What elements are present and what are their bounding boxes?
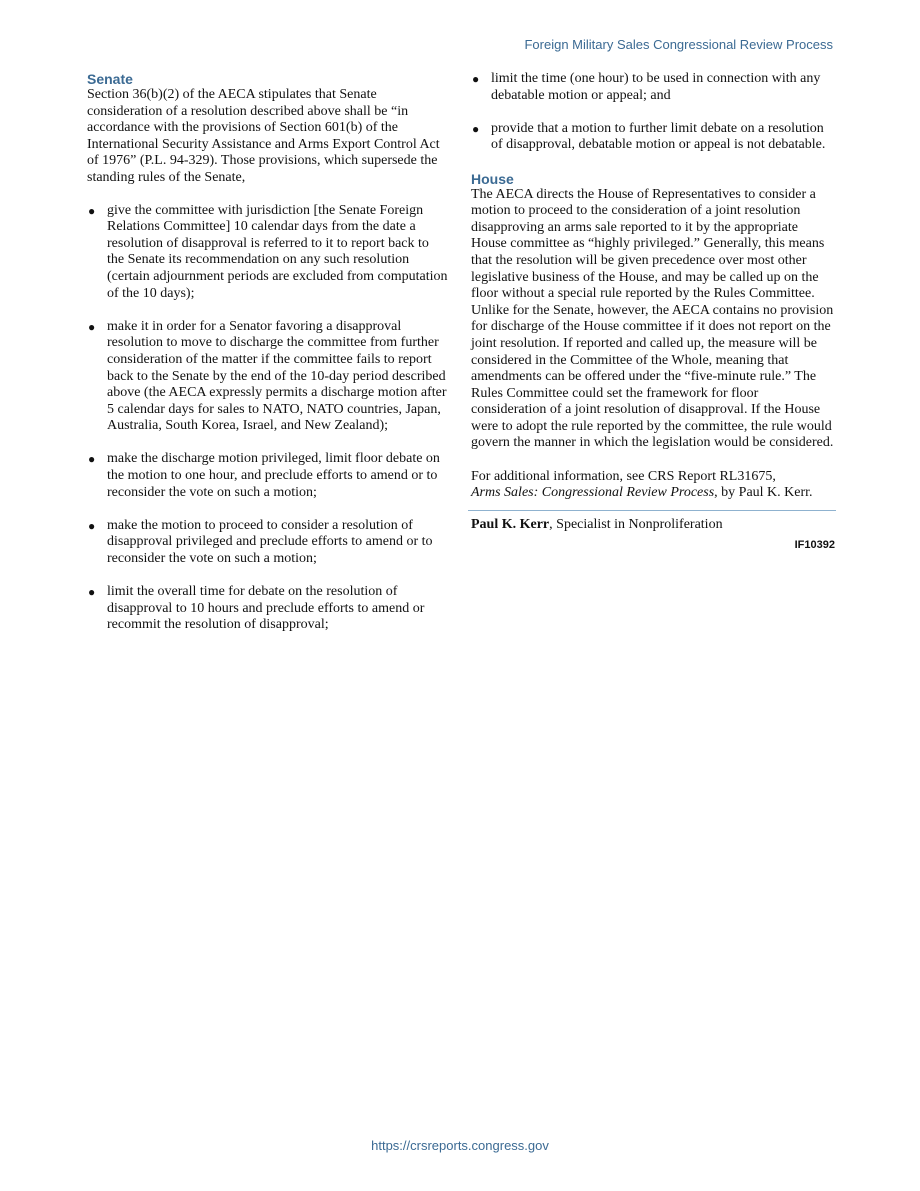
senate-provisions-list xyxy=(87,203,449,634)
house-body: The AECA directs the House of Representatives to consider a motion to proceed to the consideration of a joint resolution disapproving an arms sale reported to it by the appropriate House committee as “highly privileged.” Generally, this means that the resolution will be given precedence over most other legislative business of the House, and may be called up on the floor without a special rule reported by the Rules Committee. Unlike for the Senate, however, the AECA contains no provision for discharge of the House committee if it does not report on the joint resolution. If reported and called up, the measure will be considered in the Committee of the Whole, meaning that amendments can be offered under the “five-minute rule.” The Rules Committee could set the framework for floor consideration of a joint resolution of disapproval. If the House were to adopt the rule reported by the committee, the rule would govern the manner in which the legislation would be considered. xyxy=(471,186,834,451)
house-heading: House xyxy=(471,170,514,187)
running-header: Foreign Military Sales Congressional Review Process xyxy=(524,37,833,52)
bullet-icon: ● xyxy=(472,72,480,86)
left-column xyxy=(87,71,449,651)
list-item: ● make the motion to proceed to consider a resolution of disapproval privileged and preclude efforts to amend or to reconsider the vote on such a motion; xyxy=(88,517,433,567)
senate-intro: Section 36(b)(2) of the AECA stipulates that Senate consideration of a resolution described above shall be “in accordance with the provisions of Section 601(b) of the International Security Assistance and Arms Export Control Act of 1976” (P.L. 94-329). Those provisions, which supersede the standing rules of the Senate, xyxy=(87,87,440,185)
report-title: Arms Sales: Congressional Review Process xyxy=(471,485,715,501)
bullet-icon: ● xyxy=(88,319,96,334)
bullet-icon: ● xyxy=(472,121,480,136)
author-role: , Specialist in Nonproliferation xyxy=(549,516,723,532)
right-column xyxy=(471,71,835,551)
bullet-icon: ● xyxy=(88,518,96,533)
list-item: ● limit the time (one hour) to be used in connection with any debatable motion or appeal; and xyxy=(472,71,821,103)
list-item: ● give the committee with jurisdiction [the Senate Foreign Relations Committee] 10 calendar days from the date a resolution of disapproval is referred to it to report back to the Senate its recommendation on any such resolution (certain adjournment periods are excluded from computation of the 10 days); xyxy=(88,202,448,301)
senate-heading: Senate xyxy=(87,71,133,87)
list-item: ● make it in order for a Senator favoring a disapproval resolution to move to discharge the committee from further consideration of the matter if the committee fails to report back to the Senate by the end of the 10-day period described above (the AECA expressly permits a discharge motion after 5 calendar days for sales to NATO, NATO countries, Japan, Australia, South Korea, Israel, and New Zealand); xyxy=(88,318,447,434)
author-name: Paul K. Kerr xyxy=(471,516,550,532)
document-id: IF10392 xyxy=(794,539,835,552)
list-item: ● make the discharge motion privileged, limit floor debate on the motion to one hour, and preclude efforts to amend or to reconsider the vote on such a motion; xyxy=(88,451,440,500)
list-item: ● limit the overall time for debate on the resolution of disapproval to 10 hours and preclude efforts to amend or recommit the resolution of disapproval; xyxy=(88,584,425,633)
additional-info: For additional information, see CRS Report RL31675, Arms Sales: Congressional Review Process, by Paul K. Kerr. xyxy=(471,468,813,501)
senate-provisions-list-continued xyxy=(471,71,835,154)
bullet-icon: ● xyxy=(88,203,96,218)
bullet-icon: ● xyxy=(88,585,96,600)
list-item: ● provide that a motion to further limit debate on a resolution of disapproval, debatable motion or appeal is not debatable. xyxy=(472,120,826,153)
author-line xyxy=(471,517,835,534)
bullet-icon: ● xyxy=(88,452,96,467)
divider xyxy=(468,510,836,511)
footer-link[interactable]: https://crsreports.congress.gov xyxy=(371,1138,549,1153)
